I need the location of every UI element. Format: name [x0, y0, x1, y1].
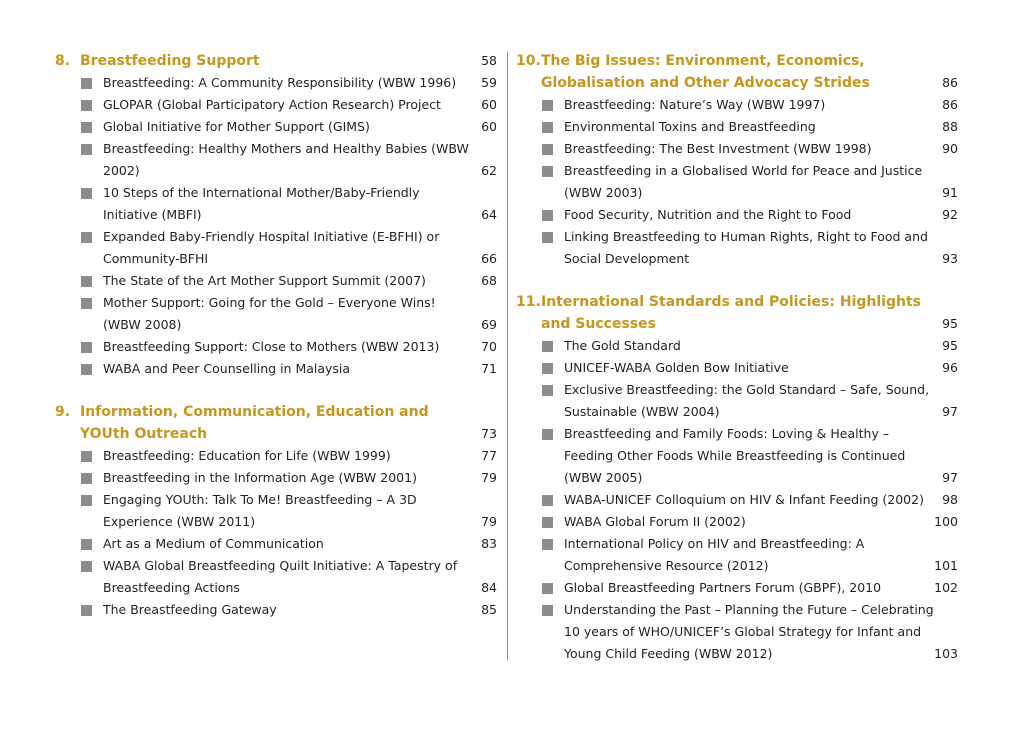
entry-title: Breastfeeding: The Best Investment (WBW 1998)	[564, 141, 872, 156]
section-title-row	[541, 291, 958, 335]
entry-body	[103, 467, 497, 489]
entry-page-number: 77	[481, 448, 497, 463]
toc-entry[interactable]	[55, 533, 497, 555]
toc-entry[interactable]	[55, 116, 497, 138]
toc-entry[interactable]	[516, 511, 958, 533]
entry-page-number: 62	[481, 163, 497, 178]
toc-entry[interactable]	[516, 423, 958, 489]
section-title-row	[541, 50, 958, 94]
entry-page-number: 90	[942, 141, 958, 156]
entry-page-number: 66	[481, 251, 497, 266]
toc-entry[interactable]	[516, 599, 958, 665]
toc-right-column	[516, 50, 958, 665]
toc-entry[interactable]	[55, 555, 497, 599]
entry-body	[103, 94, 497, 116]
entry-page-number: 64	[481, 207, 497, 222]
entry-page-number: 97	[942, 470, 958, 485]
section-entries	[55, 72, 497, 380]
square-bullet-icon	[81, 342, 92, 353]
square-bullet-icon	[81, 232, 92, 243]
entry-page-number: 93	[942, 251, 958, 266]
entry-title: Breastfeeding Support: Close to Mothers (WBW 2013)	[103, 339, 440, 354]
entry-body	[103, 445, 497, 467]
entry-body	[103, 292, 497, 336]
toc-section	[55, 50, 497, 380]
entry-body	[103, 72, 497, 94]
toc-entry[interactable]	[516, 533, 958, 577]
toc-entry[interactable]	[516, 357, 958, 379]
entry-body	[103, 336, 497, 358]
section-heading[interactable]	[516, 291, 958, 335]
entry-page-number: 84	[481, 580, 497, 595]
entry-body	[103, 599, 497, 621]
section-spacer	[516, 270, 958, 291]
entry-body	[564, 511, 958, 533]
square-bullet-icon	[542, 210, 553, 221]
entry-page-number: 71	[481, 361, 497, 376]
entry-page-number: 88	[942, 119, 958, 134]
entry-page-number: 79	[481, 470, 497, 485]
section-heading[interactable]	[55, 50, 497, 72]
toc-entry[interactable]	[55, 270, 497, 292]
entry-page-number: 70	[481, 339, 497, 354]
entry-page-number: 79	[481, 514, 497, 529]
square-bullet-icon	[81, 605, 92, 616]
square-bullet-icon	[81, 561, 92, 572]
square-bullet-icon	[81, 276, 92, 287]
entry-title: Linking Breastfeeding to Human Rights, Right to Food and Social Development	[564, 229, 928, 266]
toc-entry[interactable]	[55, 72, 497, 94]
entry-title: Global Initiative for Mother Support (GIMS)	[103, 119, 370, 134]
section-page-number: 58	[481, 53, 497, 68]
entry-body	[564, 533, 958, 577]
square-bullet-icon	[81, 364, 92, 375]
entry-title: International Policy on HIV and Breastfeeding: A Comprehensive Resource (2012)	[564, 536, 865, 573]
entry-page-number: 60	[481, 97, 497, 112]
entry-title: Food Security, Nutrition and the Right to Food	[564, 207, 852, 222]
toc-entry[interactable]	[55, 358, 497, 380]
entry-body	[103, 270, 497, 292]
square-bullet-icon	[542, 363, 553, 374]
entry-page-number: 96	[942, 360, 958, 375]
toc-entry[interactable]	[55, 138, 497, 182]
square-bullet-icon	[542, 122, 553, 133]
section-title-row	[80, 401, 497, 445]
entry-title: Understanding the Past – Planning the Future – Celebrating 10 years of WHO/UNICEF’s Global Strategy for Infant and Young Child Feeding (WBW 2012)	[564, 602, 934, 661]
square-bullet-icon	[542, 517, 553, 528]
entry-body	[564, 379, 958, 423]
entry-title: GLOPAR (Global Participatory Action Research) Project	[103, 97, 441, 112]
toc-entry[interactable]	[55, 489, 497, 533]
entry-body	[564, 489, 958, 511]
entry-title: Global Breastfeeding Partners Forum (GBPF), 2010	[564, 580, 882, 595]
toc-entry[interactable]	[55, 94, 497, 116]
section-heading[interactable]	[516, 50, 958, 94]
toc-entry[interactable]	[516, 204, 958, 226]
entry-page-number: 91	[942, 185, 958, 200]
section-entries	[55, 445, 497, 621]
entry-page-number: 69	[481, 317, 497, 332]
square-bullet-icon	[542, 341, 553, 352]
square-bullet-icon	[81, 188, 92, 199]
square-bullet-icon	[542, 495, 553, 506]
entry-title: Expanded Baby-Friendly Hospital Initiative (E-BFHI) or Community-BFHI	[103, 229, 440, 266]
entry-body	[564, 138, 958, 160]
square-bullet-icon	[542, 539, 553, 550]
toc-entry[interactable]	[516, 226, 958, 270]
entry-title: WABA-UNICEF Colloquium on HIV & Infant Feeding (2002)	[564, 492, 924, 507]
entry-body	[103, 182, 497, 226]
toc-entry[interactable]	[516, 138, 958, 160]
entry-title: UNICEF-WABA Golden Bow Initiative	[564, 360, 789, 375]
entry-body	[564, 577, 958, 599]
entry-title: Breastfeeding in a Globalised World for Peace and Justice (WBW 2003)	[564, 163, 923, 200]
toc-entry[interactable]	[516, 160, 958, 204]
square-bullet-icon	[542, 166, 553, 177]
toc-left-column	[55, 50, 497, 621]
entry-title: Breastfeeding: Education for Life (WBW 1999)	[103, 448, 391, 463]
entry-page-number: 100	[934, 514, 958, 529]
entry-body	[564, 335, 958, 357]
entry-body	[103, 116, 497, 138]
column-divider	[507, 52, 508, 660]
entry-body	[103, 533, 497, 555]
section-page-number: 86	[942, 75, 958, 90]
entry-title: Breastfeeding in the Information Age (WBW 2001)	[103, 470, 417, 485]
section-number: 10.	[516, 53, 541, 69]
toc-entry[interactable]	[516, 489, 958, 511]
entry-body	[564, 160, 958, 204]
entry-page-number: 86	[942, 97, 958, 112]
square-bullet-icon	[81, 473, 92, 484]
square-bullet-icon	[542, 100, 553, 111]
entry-body	[564, 423, 958, 489]
toc-entry[interactable]	[55, 467, 497, 489]
toc-section	[55, 401, 497, 621]
square-bullet-icon	[81, 451, 92, 462]
entry-body	[564, 226, 958, 270]
entry-title: WABA Global Breastfeeding Quilt Initiative: A Tapestry of Breastfeeding Actions	[103, 558, 458, 595]
entry-title: Environmental Toxins and Breastfeeding	[564, 119, 816, 134]
toc-entry[interactable]	[516, 335, 958, 357]
entry-body	[564, 357, 958, 379]
entry-body	[103, 555, 497, 599]
section-title: Breastfeeding Support	[80, 53, 260, 69]
entry-body	[564, 204, 958, 226]
entry-title: The Gold Standard	[564, 338, 681, 353]
square-bullet-icon	[81, 122, 92, 133]
square-bullet-icon	[81, 298, 92, 309]
entry-title: Breastfeeding: A Community Responsibility (WBW 1996)	[103, 75, 457, 90]
square-bullet-icon	[542, 583, 553, 594]
entry-page-number: 103	[934, 646, 958, 661]
entry-title: 10 Steps of the International Mother/Baby-Friendly Initiative (MBFI)	[103, 185, 420, 222]
toc-entry[interactable]	[516, 94, 958, 116]
section-number: 9.	[55, 404, 71, 420]
entry-page-number: 97	[942, 404, 958, 419]
toc-entry[interactable]	[55, 226, 497, 270]
entry-page-number: 102	[934, 580, 958, 595]
entry-title: The Breastfeeding Gateway	[103, 602, 277, 617]
entry-title: Engaging YOUth: Talk To Me! Breastfeeding – A 3D Experience (WBW 2011)	[103, 492, 417, 529]
toc-entry[interactable]	[55, 445, 497, 467]
entry-page-number: 95	[942, 338, 958, 353]
entry-body	[564, 94, 958, 116]
square-bullet-icon	[542, 232, 553, 243]
section-page-number: 95	[942, 316, 958, 331]
section-title-row	[80, 50, 497, 72]
section-number: 11.	[516, 294, 541, 310]
square-bullet-icon	[81, 100, 92, 111]
toc-section	[516, 291, 958, 665]
entry-body	[103, 226, 497, 270]
toc-entry[interactable]	[516, 379, 958, 423]
section-entries	[516, 94, 958, 270]
square-bullet-icon	[542, 144, 553, 155]
entry-title: Breastfeeding: Healthy Mothers and Healthy Babies (WBW 2002)	[103, 141, 469, 178]
section-page-number: 73	[481, 426, 497, 441]
entry-page-number: 98	[942, 492, 958, 507]
entry-page-number: 85	[481, 602, 497, 617]
entry-body	[564, 599, 958, 665]
toc-entry[interactable]	[55, 292, 497, 336]
entry-title: Art as a Medium of Communication	[103, 536, 324, 551]
entry-page-number: 60	[481, 119, 497, 134]
section-heading[interactable]	[55, 401, 497, 445]
entry-title: Breastfeeding: Nature’s Way (WBW 1997)	[564, 97, 826, 112]
toc-entry[interactable]	[55, 599, 497, 621]
section-entries	[516, 335, 958, 665]
entry-title: Breastfeeding and Family Foods: Loving & Healthy – Feeding Other Foods While Breastfeeding is Continued (WBW 2005)	[564, 426, 906, 485]
entry-body	[103, 358, 497, 380]
entry-body	[564, 116, 958, 138]
entry-title: WABA Global Forum II (2002)	[564, 514, 746, 529]
square-bullet-icon	[81, 495, 92, 506]
square-bullet-icon	[542, 605, 553, 616]
toc-entry[interactable]	[516, 577, 958, 599]
toc-section	[516, 50, 958, 270]
section-spacer	[55, 380, 497, 401]
section-title: The Big Issues: Environment, Economics, Globalisation and Other Advocacy Strides	[541, 53, 870, 91]
entry-page-number: 92	[942, 207, 958, 222]
square-bullet-icon	[542, 429, 553, 440]
entry-page-number: 68	[481, 273, 497, 288]
toc-entry[interactable]	[55, 336, 497, 358]
toc-entry[interactable]	[55, 182, 497, 226]
entry-title: Exclusive Breastfeeding: the Gold Standard – Safe, Sound, Sustainable (WBW 2004)	[564, 382, 930, 419]
entry-page-number: 101	[934, 558, 958, 573]
entry-title: The State of the Art Mother Support Summit (2007)	[103, 273, 426, 288]
entry-page-number: 83	[481, 536, 497, 551]
entry-body	[103, 138, 497, 182]
square-bullet-icon	[81, 78, 92, 89]
toc-entry[interactable]	[516, 116, 958, 138]
square-bullet-icon	[81, 539, 92, 550]
section-title: Information, Communication, Education and YOUth Outreach	[80, 404, 429, 442]
entry-title: Mother Support: Going for the Gold – Everyone Wins! (WBW 2008)	[103, 295, 436, 332]
square-bullet-icon	[81, 144, 92, 155]
entry-title: WABA and Peer Counselling in Malaysia	[103, 361, 351, 376]
entry-page-number: 59	[481, 75, 497, 90]
section-title: International Standards and Policies: Highlights and Successes	[541, 294, 921, 332]
section-number: 8.	[55, 53, 71, 69]
square-bullet-icon	[542, 385, 553, 396]
entry-body	[103, 489, 497, 533]
